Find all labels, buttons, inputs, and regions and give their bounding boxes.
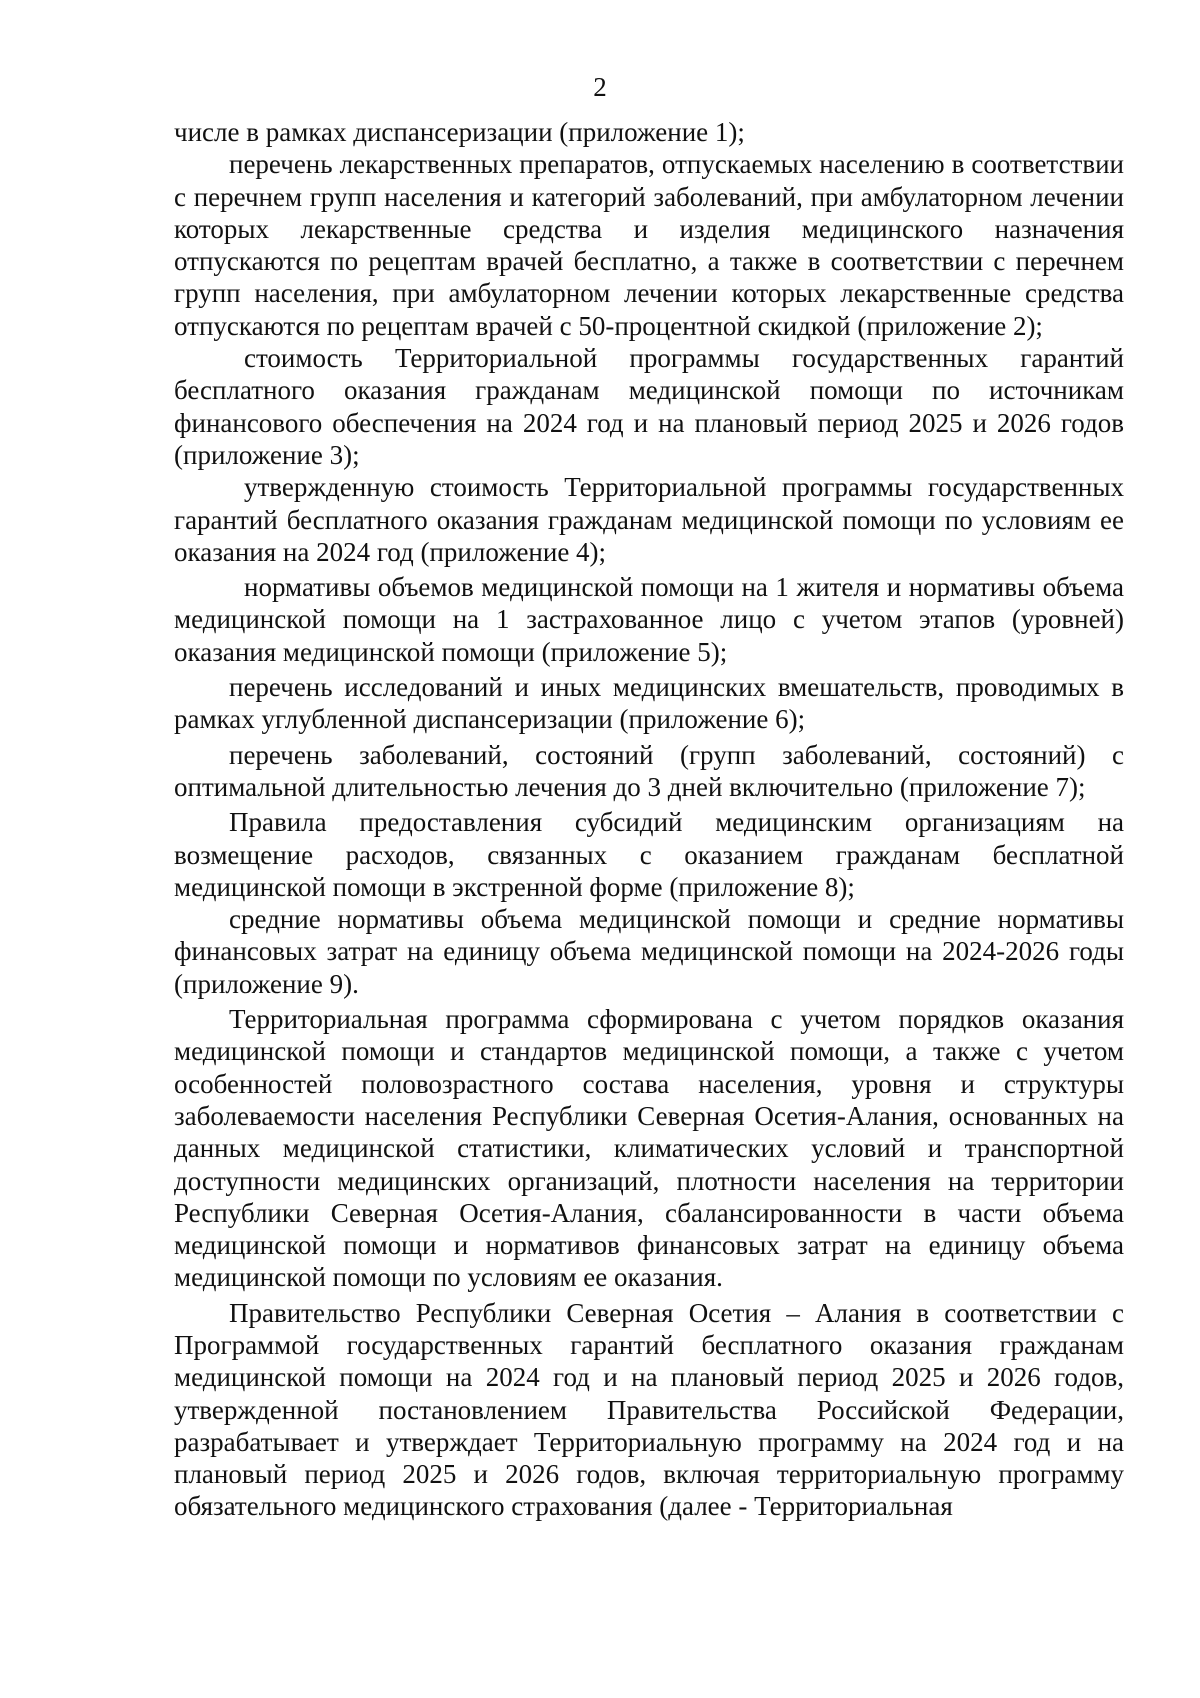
paragraph: Территориальная программа сформирована с учетом порядков оказания медицинской помощи и стандартов медицинской помощи, а также с учетом особенностей половозрастного состава населения, уровня и структуры заболеваемости населения Республики Северная Осетия-Алания, основанных на данных медицинской статистики, климатических условий и транспортной доступности медицинских организаций, плотности населения на территории Республики Северная Осетия-Алания, сбалансированности в части объема медицинской помощи и нормативов финансовых затрат на единицу объема медицинской помощи по условиям ее оказания.: [174, 1004, 1124, 1293]
paragraph: средние нормативы объема медицинской помощи и средние нормативы финансовых затрат на единицу объема медицинской помощи на 2024-2026 годы (приложение 9).: [174, 904, 1124, 999]
paragraph: Правила предоставления субсидий медицинским организациям на возмещение расходов, связанных с оказанием гражданам бесплатной медицинской помощи в экстренной форме (приложение 8);: [174, 807, 1124, 902]
paragraph: нормативы объемов медицинской помощи на 1 жителя и нормативы объема медицинской помощи на 1 застрахованное лицо с учетом этапов (уровней) оказания медицинской помощи (приложение 5);: [174, 572, 1124, 667]
paragraph: утвержденную стоимость Территориальной программы государственных гарантий бесплатного оказания гражданам медицинской помощи по условиям ее оказания на 2024 год (приложение 4);: [174, 472, 1124, 567]
paragraph: числе в рамках диспансеризации (приложение 1);: [174, 117, 745, 147]
paragraph: перечень исследований и иных медицинских вмешательств, проводимых в рамках углубленной диспансеризации (приложение 6);: [174, 672, 1124, 735]
page-number: 2: [593, 72, 607, 102]
paragraph: стоимость Территориальной программы государственных гарантий бесплатного оказания гражданам медицинской помощи по источникам финансового обеспечения на 2024 год и на плановый период 2025 и 2026 годов (приложение 3);: [174, 343, 1124, 470]
paragraph: перечень лекарственных препаратов, отпускаемых населению в соответствии с перечнем групп населения и категорий заболеваний, при амбулаторном лечении которых лекарственные средства и изделия медицинского назначения отпускаются по рецептам врачей бесплатно, а также в соответствии с перечнем групп населения, при амбулаторном лечении которых лекарственные средства отпускаются по рецептам врачей с 50-процентной скидкой (приложение 2);: [174, 149, 1124, 341]
paragraph: перечень заболеваний, состояний (групп заболеваний, состояний) с оптимальной длительностью лечения до 3 дней включительно (приложение 7);: [174, 739, 1124, 802]
document-body: [174, 116, 1124, 1523]
paragraph: Правительство Республики Северная Осетия – Алания в соответствии с Программой государственных гарантий бесплатного оказания гражданам медицинской помощи на 2024 год и на плановый период 2025 и 2026 годов, утвержденной постановлением Правительства Российской Федерации, разрабатывает и утверждает Территориальную программу на 2024 год и на плановый период 2025 и 2026 годов, включая территориальную программу обязательного медицинского страхования (далее - Территориальная: [174, 1297, 1124, 1522]
